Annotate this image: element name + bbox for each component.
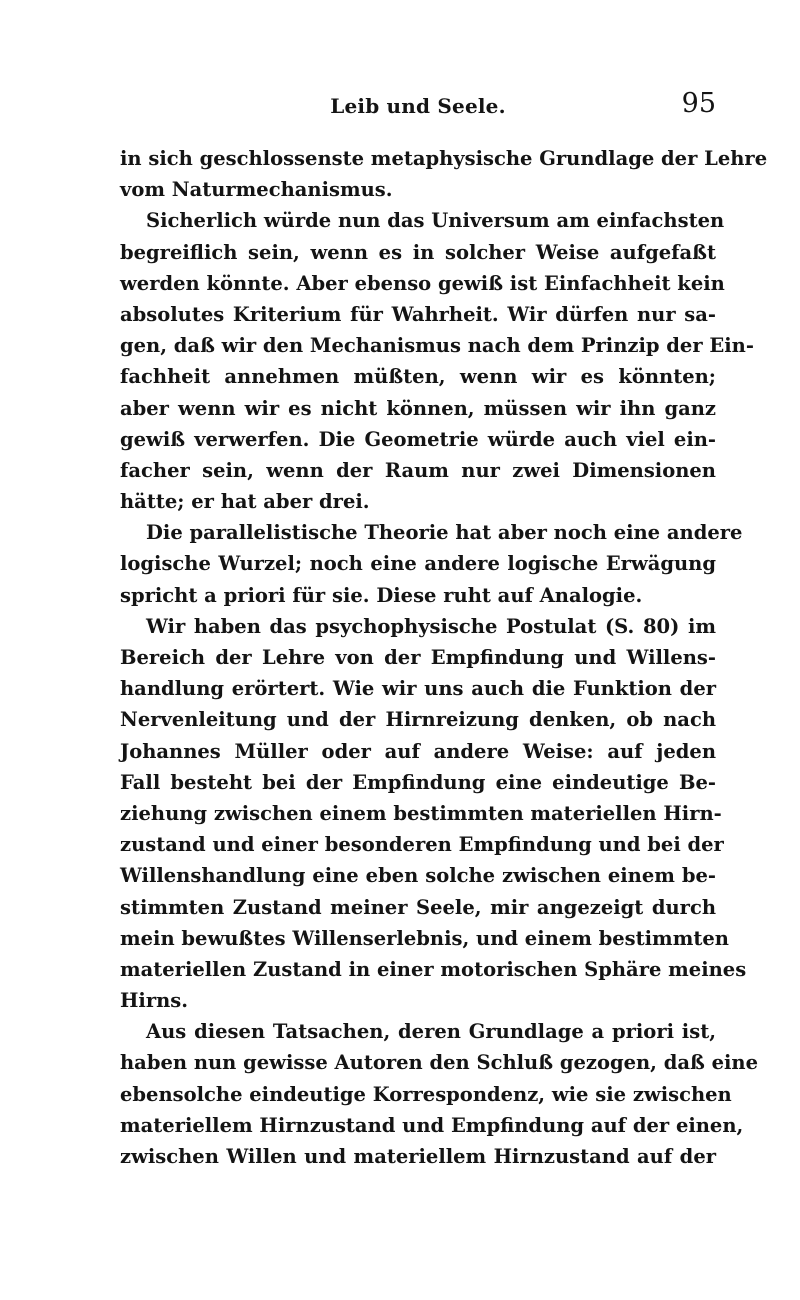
text-line: Bereich der Lehre von der Empfindung und Willens- [120,646,716,669]
text-line: ebensolche eindeutige Korrespondenz, wie sie zwischen [120,1082,732,1106]
text-line: Fall besteht bei der Empfindung eine eindeutige Be- [120,770,716,794]
text-line: zustand und einer besonderen Empfindung und bei der [120,833,724,857]
text-line: stimmten Zustand meiner Seele, mir angezeigt durch [120,895,716,919]
text-line: Nervenleitung und der Hirnreizung denken, ob nach [120,708,716,732]
text-line: in sich geschlossenste metaphysische Grundlage der Lehre [120,147,768,170]
text-line: fachheit annehmen müßten, wenn wir es könnten; [120,365,716,389]
text-line: vom Naturmechanismus. [120,178,393,202]
text-line: materiellen Zustand in einer motorischen Sphäre meines [120,957,747,981]
text-line: Die parallelistische Theorie hat aber noch eine andere [146,521,743,545]
text-line: aber wenn wir es nicht können, müssen wir ihn ganz [120,396,716,420]
text-line: haben nun gewisse Autoren den Schluß gezogen, daß eine [120,1051,759,1075]
text-line: Hirns. [120,989,189,1013]
text-line: logische Wurzel; noch eine andere logische Erwägung [120,552,716,576]
text-line: absolutes Kriterium für Wahrheit. Wir dürfen nur sa- [120,302,716,326]
running-head [120,84,716,124]
text-line: mein bewußtes Willenserlebnis, und einem bestimmten [120,926,729,950]
text-line: materiellem Hirnzustand und Empfindung auf der einen, [120,1113,744,1137]
text-line: facher sein, wenn der Raum nur zwei Dimensionen [120,458,716,482]
text-line: ziehung zwischen einem bestimmten materiellen Hirn- [120,801,722,825]
text-line: Sicherlich würde nun das Universum am einfachsten [146,209,725,233]
text-line: handlung erörtert. Wie wir uns auch die Funktion der [120,677,716,701]
text-line: werden könnte. Aber ebenso gewiß ist Einfachheit kein [120,271,725,295]
text-line: spricht a priori für sie. Diese ruht auf Analogie. [120,583,643,607]
page-number: 95 [681,88,716,119]
text-line: begreiflich sein, wenn es in solcher Weise aufgefaßt [120,240,716,264]
text-line: Johannes Müller oder auf andere Weise: auf jeden [120,739,716,763]
text-line: hätte; er hat aber drei. [120,490,370,514]
text-line: gewiß verwerfen. Die Geometrie würde auch viel ein- [120,427,716,451]
text-line: Wir haben das psychophysische Postulat (S. 80) im [146,614,716,638]
body-text [120,143,768,1172]
text-line: Willenshandlung eine eben solche zwischen einem be- [120,864,716,888]
text-line: zwischen Willen und materiellem Hirnzustand auf der [120,1145,716,1168]
running-title: Leib und Seele. [330,94,506,118]
text-line: gen, daß wir den Mechanismus nach dem Prinzip der Ein- [120,334,754,358]
text-line: Aus diesen Tatsachen, deren Grundlage a priori ist, [146,1020,716,1044]
